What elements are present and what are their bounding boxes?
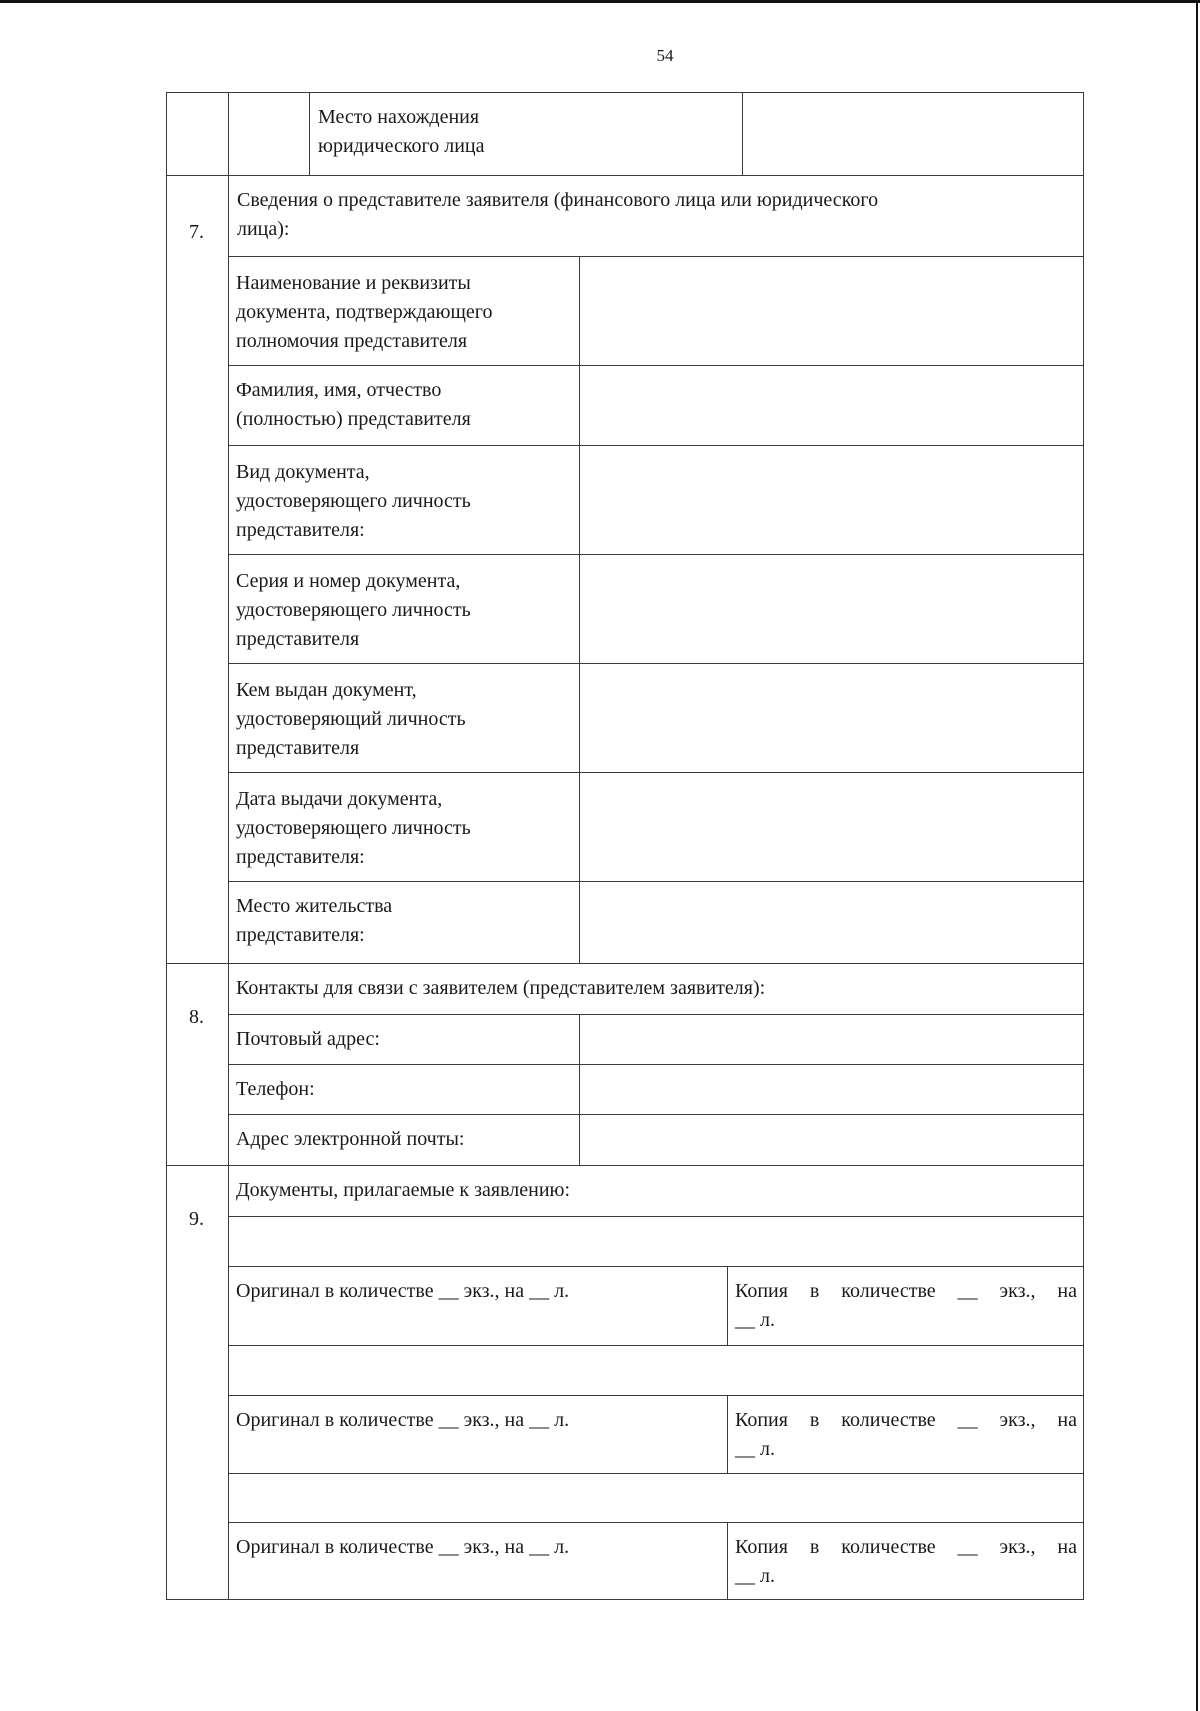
section-7-number: 7. — [189, 221, 204, 243]
rep-id-doc-date-label-cell — [228, 772, 580, 882]
legal-address-value-cell[interactable] — [742, 92, 1084, 176]
rep-doc-details-value-cell[interactable] — [579, 256, 1084, 366]
rep-residence-value-cell[interactable] — [579, 881, 1084, 964]
rep-id-doc-number-label: Серия и номер документа, удостоверяющего личность представителя — [236, 570, 471, 650]
section-8-number-cell — [166, 963, 229, 1166]
original-count-text: Оригинал в количестве __ экз., на __ л. — [236, 1536, 570, 1558]
page-number: 54 — [656, 46, 674, 65]
rep-id-doc-type-label: Вид документа, удостоверяющего личность представителя: — [236, 461, 471, 541]
rep-residence-label: Место жительства представителя: — [236, 895, 393, 946]
rep-full-name-label: Фамилия, имя, отчество (полностью) представителя — [236, 379, 471, 430]
rep-full-name-value-cell[interactable] — [579, 365, 1084, 446]
section-8-heading: Контакты для связи с заявителем (представителем заявителя): — [236, 977, 766, 999]
scan-edge-top — [0, 0, 1200, 3]
postal-address-label-cell — [228, 1014, 580, 1065]
section-7-heading-cell — [228, 175, 1084, 257]
section-9-heading-cell — [228, 1165, 1084, 1217]
scan-edge-right — [1196, 0, 1198, 1711]
original-count-text: Оригинал в количестве __ экз., на __ л. — [236, 1280, 570, 1302]
copy-count-cell — [727, 1266, 1084, 1346]
email-label: Адрес электронной почты: — [236, 1128, 465, 1150]
phone-label: Телефон: — [236, 1078, 315, 1100]
rep-id-doc-number-label-cell — [228, 554, 580, 664]
section-8-heading-cell — [228, 963, 1084, 1015]
section-7-heading: Сведения о представителе заявителя (финансового лица или юридического лица): — [237, 189, 879, 240]
copy-count-text-line1: Копия в количестве __ экз., на — [735, 1280, 1077, 1302]
copy-count-text-line2: __ л. — [735, 1565, 775, 1587]
rep-id-doc-type-value-cell[interactable] — [579, 445, 1084, 555]
legal-address-label: Место нахождения юридического лица — [318, 106, 485, 157]
copy-count-text-line2: __ л. — [735, 1309, 775, 1331]
section-9-number: 9. — [189, 1208, 204, 1230]
attached-document-name-cell[interactable] — [228, 1216, 1084, 1267]
application-form-table — [166, 92, 1084, 1600]
section-9-number-cell — [166, 1165, 229, 1600]
rep-id-doc-date-label: Дата выдачи документа, удостоверяющего личность представителя: — [236, 788, 471, 868]
rep-id-doc-number-value-cell[interactable] — [579, 554, 1084, 664]
rep-id-doc-type-label-cell — [228, 445, 580, 555]
phone-value-cell[interactable] — [579, 1064, 1084, 1115]
section-8-number: 8. — [189, 1006, 204, 1028]
copy-count-text-line1: Копия в количестве __ экз., на — [735, 1536, 1077, 1558]
original-count-cell — [228, 1266, 728, 1346]
email-label-cell — [228, 1114, 580, 1166]
rep-doc-details-label: Наименование и реквизиты документа, подтверждающего полномочия представителя — [236, 272, 493, 352]
postal-address-label: Почтовый адрес: — [236, 1028, 380, 1050]
copy-count-text-line2: __ л. — [735, 1438, 775, 1460]
section-7-number-cell — [166, 175, 229, 964]
copy-count-text-line1: Копия в количестве __ экз., на — [735, 1409, 1077, 1431]
postal-address-value-cell[interactable] — [579, 1014, 1084, 1065]
copy-count-cell — [727, 1395, 1084, 1474]
top-row-empty-cell — [228, 92, 310, 176]
phone-label-cell — [228, 1064, 580, 1115]
attached-document-name-cell[interactable] — [228, 1345, 1084, 1396]
rep-id-doc-date-value-cell[interactable] — [579, 772, 1084, 882]
original-count-cell — [228, 1395, 728, 1474]
original-count-cell — [228, 1522, 728, 1600]
rep-id-doc-issuer-label: Кем выдан документ, удостоверяющий личность представителя — [236, 679, 466, 759]
email-value-cell[interactable] — [579, 1114, 1084, 1166]
rep-doc-details-label-cell — [228, 256, 580, 366]
top-row-number-cell — [166, 92, 229, 176]
original-count-text: Оригинал в количестве __ экз., на __ л. — [236, 1409, 570, 1431]
rep-residence-label-cell — [228, 881, 580, 964]
rep-full-name-label-cell — [228, 365, 580, 446]
rep-id-doc-issuer-value-cell[interactable] — [579, 663, 1084, 773]
rep-id-doc-issuer-label-cell — [228, 663, 580, 773]
legal-address-label-cell — [309, 92, 743, 176]
section-9-heading: Документы, прилагаемые к заявлению: — [236, 1179, 571, 1201]
attached-document-name-cell[interactable] — [228, 1473, 1084, 1523]
copy-count-cell — [727, 1522, 1084, 1600]
